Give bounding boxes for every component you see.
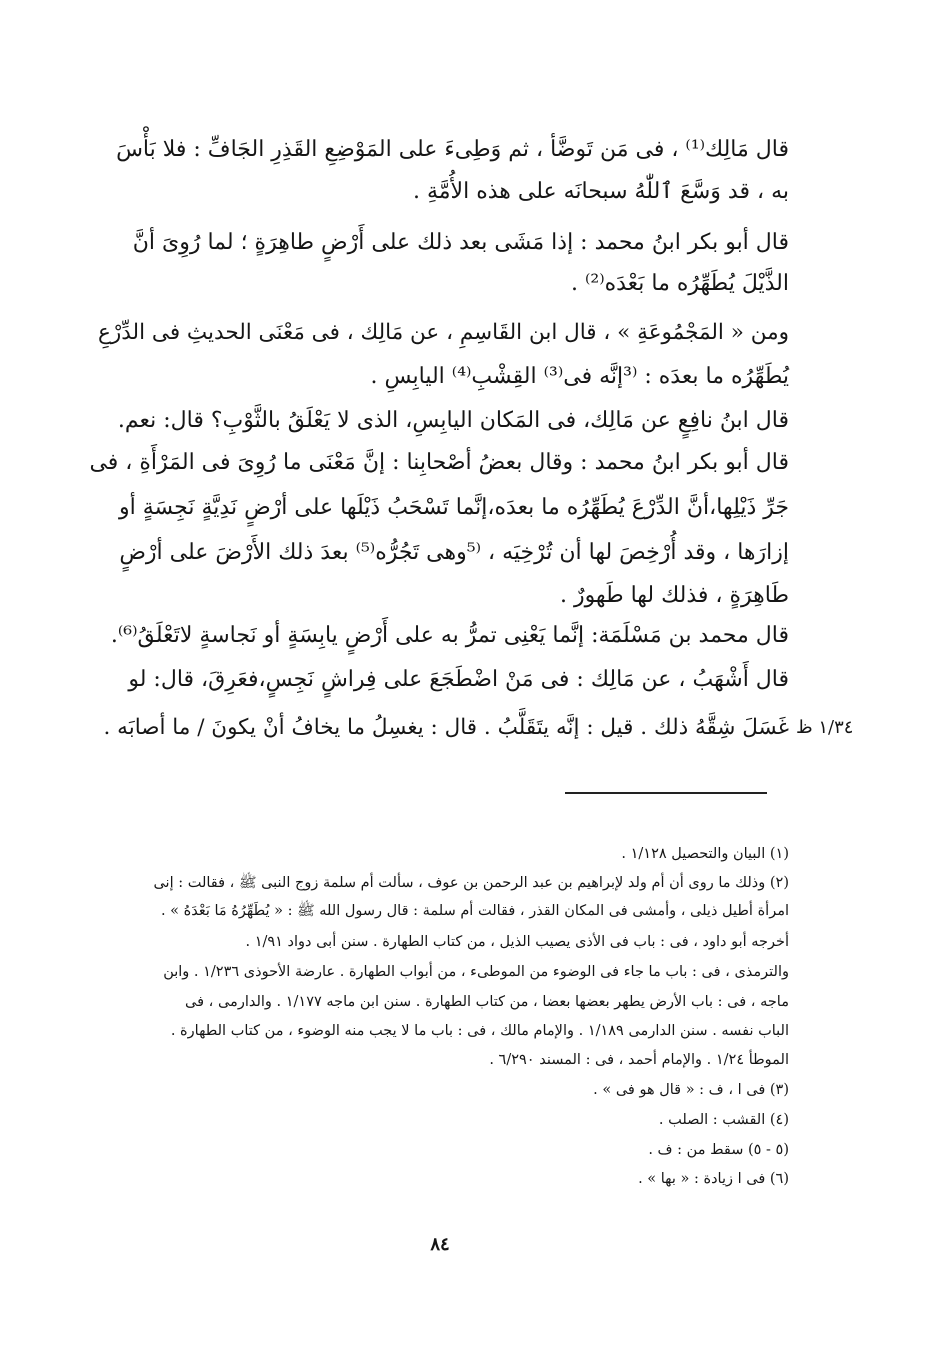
page-number: ٨٤ [430,1234,450,1255]
footnote-line: الموطأ ١/٢٤ . والإمام أحمد ، فى : المسند ٦/٢٩٠ . [489,1052,789,1068]
footnote-line: أخرجه أبو داود ، فى : باب فى الأذى يصيب الذيل ، من كتاب الطهارة . سنن أبى دواد ١/٩١ . [245,934,789,950]
footnote-line: (٣) فى ا ، ف : « قال هو فى » . [593,1082,789,1098]
footnote-line: امرأة أطيل ذيلى ، وأمشى فى المكان القذر ، فقالت أم سلمة : قال رسول الله ﷺ : « يُطَهِّرُهُ مَا بَعْدَهُ » . [160,903,789,919]
footnote-line: (١) البيان والتحصيل ١/١٢٨ . [621,846,789,862]
body-line: قال أبو بكر ابنُ محمد : وقال بعضُ أصْحابِنا : إنَّ مَعْنَى ما رُوِىَ فى المَرْأَةِ ، فى [89,450,789,475]
footnote-line: (٢) وذلك ما روى أن أم ولد لإبراهيم بن عبد الرحمن بن عوف ، سألت أم سلمة زوج النبى ﷺ ، فقالت : إنى [153,875,789,891]
body-line: قال أَشْهَبُ ، عن مَالِك : فى مَنْ اضْطَجَعَ على فِراشٍ نَجِسٍ،فعَرِقَ، قال: لو [128,667,789,692]
body-line: قال محمد بن مَسْلَمَة: إنَّما يَعْنِى تمرُّ به على أَرْضٍ يابِسَةٍ أو نَجاسةٍ لاتَعْلَقُ⁽⁶⁾. [110,623,789,648]
footnote-line: (٤) القشب : الصلب . [658,1112,789,1128]
body-line: إزارَها ، وقد أُرْخِصَ لها أن تُرْخِيَه ، ⁽⁵وهى تَجُرُّه⁽⁵⁾ بعدَ ذلك الأَرْضَ على أرْضٍ [119,540,789,565]
footnote-line: والترمذى ، فى : باب ما جاء فى الوضوء من الموطىء ، من أبواب الطهارة . عارضة الأحوذى ١/٢٣٦ . وابن [163,964,789,980]
body-line: غَسَلَ شِقَّهُ ذلك . قيل : إنَّه يتَقَلَّبُ . قال : يغسِلُ ما يخافُ أنْ يكونَ / ما أصابَه . [103,715,789,740]
body-line: قال أبو بكر ابنُ محمد : إذا مَشَى بعد ذلك على أَرْضٍ طاهِرَةٍ ؛ لما رُوِىَ أنَّ [132,230,789,255]
footnote-separator [565,792,767,794]
body-line: يُطَهِّرُه ما بعدَه : ⁽³إنَّه فى⁽³⁾ القِشْبِ⁽⁴⁾ اليابِسِ . [370,364,789,389]
body-line: طَاهِرَةٍ ، فذلك لها طَهورٌ . [559,583,789,608]
body-line: ومن « المَجْمُوعَةِ » ، قال ابن القَاسِمِ ، عن مَالِك ، فى مَعْنَى الحديثِ فى الدِّرْعِ [98,320,789,345]
footnote-line: الباب نفسه . سنن الدارمى ١/١٨٩ . والإمام مالك ، فى : باب ما لا يجب منه الوضوء ، من كتاب الطهارة . [170,1023,789,1039]
footnote-line: ماجه ، فى : باب الأرض يطهر بعضها بعضا ، من كتاب الطهارة . سنن ابن ماجه ١/١٧٧ . والدارمى ، فى [185,994,789,1010]
footnote-line: (٦) فى ا زيادة : « بها » . [638,1171,789,1187]
footnote-line: (٥ - ٥) سقط من : ف . [648,1142,789,1158]
body-line: به ، قد وَسَّعَ ٱللّٰهُ سبحانَه على هذه الأُمَّةِ . [412,179,789,204]
body-line: قال مَالِك⁽¹⁾ ، فى مَن تَوضَّأ ، ثم وَطِىءَ على المَوْضِعِ القَذِرِ الجَافِّ : فلا بَأْسَ [116,137,789,162]
body-line: قال ابنُ نافِعٍ عن مَالِك، فى المَكان اليابِسِ، الذى لا يَعْلَقُ بالثَّوْبِ؟ قال: نعم. [117,408,789,433]
body-line: جَرِّ ذَيْلِها،أنَّ الدِّرْعَ يُطَهِّرُه ما بعدَه،إنَّما تَسْحَبُ ذَيْلَها على أرْضٍ نَدِيَّةٍ نَجِسَةٍ أو [119,495,789,520]
body-line: الذَّيْلَ يُطَهِّرُه ما بَعْدَه⁽²⁾ . [570,271,789,296]
folio-marker: ١/٣٤ ظ [796,717,854,738]
